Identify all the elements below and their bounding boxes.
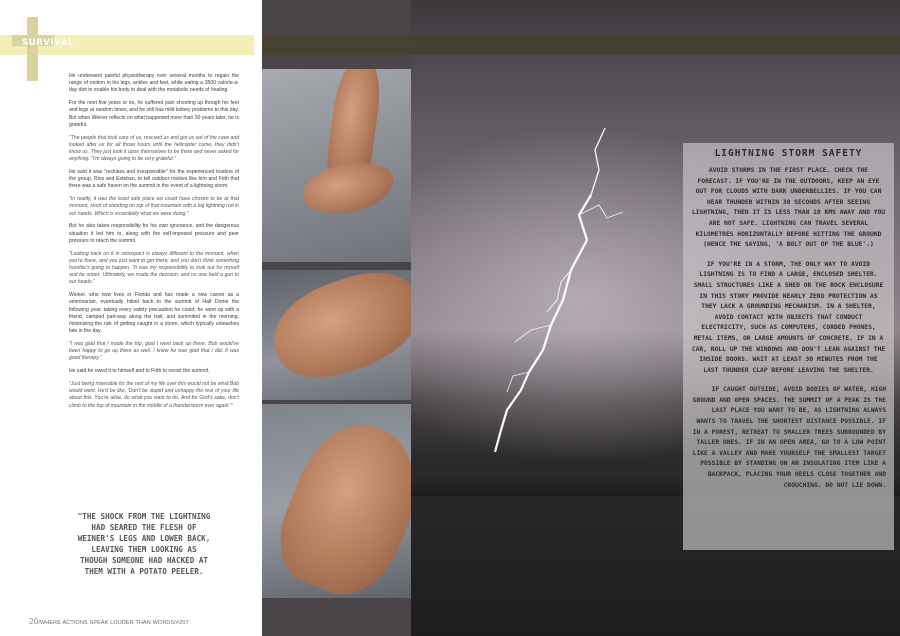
sidebar-paragraph: AVOID STORMS IN THE FIRST PLACE. CHECK THE FORECAST. IF YOU'RE IN THE OUTDOORS, KEEP AN EYE OUT FOR CLOUDS WITH DARK UNDERBELLIES. IF YOU CAN HEAR THUNDER WITHIN 30 SECONDS AFTER SEEING LIGHTNING, THEN IT IS LESS THAN 10 KMS AWAY AND YOU ARE NOT SAFE. LIGHTNING CAN TRAVEL SEVERAL KILOMETRES HORIZONTALLY BEFORE HITTING THE GROUND (HENCE THE SAYING, 'A BOLT OUT OF THE BLUE'.) [691,167,886,249]
article-quote: "In reality, it was the least safe place we could have chosen to be at that moment, short of standing on top of that mountain with a big lightning rod in our hands. Which is essentially what we were doing." [69,196,239,217]
knee-injury-photo [262,404,411,598]
footer-tagline: /WHERE ACTIONS SPEAK LOUDER THAN WORDS/#207 [38,620,189,626]
sidebar-body [691,166,886,500]
page-footer [29,617,189,626]
gutter [254,0,262,636]
safety-sidebar [683,143,894,550]
article-paragraph: He said it was "reckless and irresponsible" for the experienced leaders of the group, Rios and Esteban, to tell outdoor rookies like him and Frith that there was a safe haven on the summit in the event of a lightning storm. [69,169,239,190]
header-band-dark [254,35,900,55]
sidebar-paragraph: IF CAUGHT OUTSIDE, AVOID BODIES OF WATER, HIGH GROUND AND OPEN SPACES. THE SUMMIT OF A PEAK IS THE LAST PLACE YOU WANT TO BE, AS LIGHTNING ALWAYS WANTS TO TRAVEL THE SHORTEST DISTANCE POSSIBLE. IF IN A FOREST, RETREAT TO SMALLER TREES SURROUNDED BY TALLER ONES. IF IN AN OPEN AREA, GO TO A LOW POINT LIKE A VALLEY AND MAKE YOURSELF THE SMALLEST TARGET POSSIBLE BY STANDING ON AN INSULATING ITEM LIKE A BACKPACK, PLACING YOUR HEELS CLOSE TOGETHER AND CROUCHING. DO NOT LIE DOWN. [692,386,886,489]
article-paragraph: But he also takes responsibility for his own ignorance, and the dangerous situation it led him to, along with the self-imposed pressure and peer pressure to reach the summit. [69,223,239,244]
header-band-light [0,0,254,35]
left-page [0,0,254,636]
sidebar-paragraph: IF YOU'RE IN A STORM, THE ONLY WAY TO AVOID LIGHTNING IS TO FIND A LARGE, ENCLOSED SHELTER. SMALL STRUCTURES LIKE A SHED OR THE ROCK ENCLOSURE IN THIS STORY PROVIDE NEARLY ZERO PROTECTION AS THEY LACK A GROUNDING MECHANISM. IN A SHELTER, AVOID CONTACT WITH OBJECTS THAT CONDUCT ELECTRICITY, SUCH AS COMPUTERS, CORDED PHONES, METAL ITEMS, OR LARGE AMOUNTS OF CONCRETE. IF IN A CAR, ROLL UP THE WINDOWS AND DON'T LEAN AGAINST THE INSIDE DOORS. WAIT AT LEAST 30 MINUTES FROM THE LAST THUNDER CLAP BEFORE LEAVING THE SHELTER. [691,260,886,374]
article-paragraph: He underwent painful physiotherapy over several months to regain the range of motion in his legs, ankles and feet, while eating a 3500 calorie-a-day diet to enable his body to deal with the metabolic needs of healing. [69,73,239,94]
article-paragraph: For the next five years or so, he suffered pain shooting up though his feet and legs at random times, and he still has mild kidney problems to this day. But when Weiner reflects on what happened more than 30 years later, he is grateful. [69,100,239,128]
article-quote: "Just being miserable for the rest of my life over this would not be what Bob would want. He'd be like, 'Don't be stupid and unhappy the rest of your life about this. You're alive, do what you want to do. And for God's sake, don't climb to the top of mountain in the middle of a thunderstorm ever again.'" [69,381,239,409]
article-quote: "Looking back on it in retrospect is always different to the moment, when you're there, and you just want to get there, and you don't think something horrible's going to happen. "It was my responsibility to look out for myself and be smart. Ultimately, we made the decision, and no one held a gun to our heads." [69,250,239,286]
foot-injury-photo [262,69,411,262]
article-body [69,73,239,415]
article-paragraph: Weiner, who now lives in Florida and has made a new career as a veterinarian, eventually hiked back to the summit of Half Dome the following year, taking every safety precaution he could; he went up with a friend, camped part-way along the trail, and summited in the morning, minimizing the risk of getting caught in a storm, which typically unleashes late in the day. [69,292,239,335]
article-quote: "I was glad that I made the trip, glad I went back up there. Bob would've been happy to go up there as well. I knew he was glad that I did. It was good therapy." [69,341,239,362]
pull-quote: "THE SHOCK FROM THE LIGHTNING HAD SEARED THE FLESH OF WEINER'S LEGS AND LOWER BACK, LEAVING THEM LOOKING AS THOUGH SOMEONE HAD HACKED AT THEM WITH A POTATO PEELER. [77,512,211,576]
page-number: 20 [29,617,39,626]
calf-injury-photo [262,270,411,400]
cross-icon [27,17,38,81]
article-quote: "The people that took care of us, rescued us and got us out of the cave and looked after us for all those hours until the helicopter came, they didn't know us. They just took it upon themselves to be there and never asked for anything. "I'm always going to be very grateful." [69,134,239,163]
section-label: SURVIVAL [22,38,75,48]
sidebar-title: LIGHTNING STORM SAFETY [714,148,863,159]
article-paragraph: He said he owed it to himself and to Frith to revisit the summit. [69,368,210,375]
